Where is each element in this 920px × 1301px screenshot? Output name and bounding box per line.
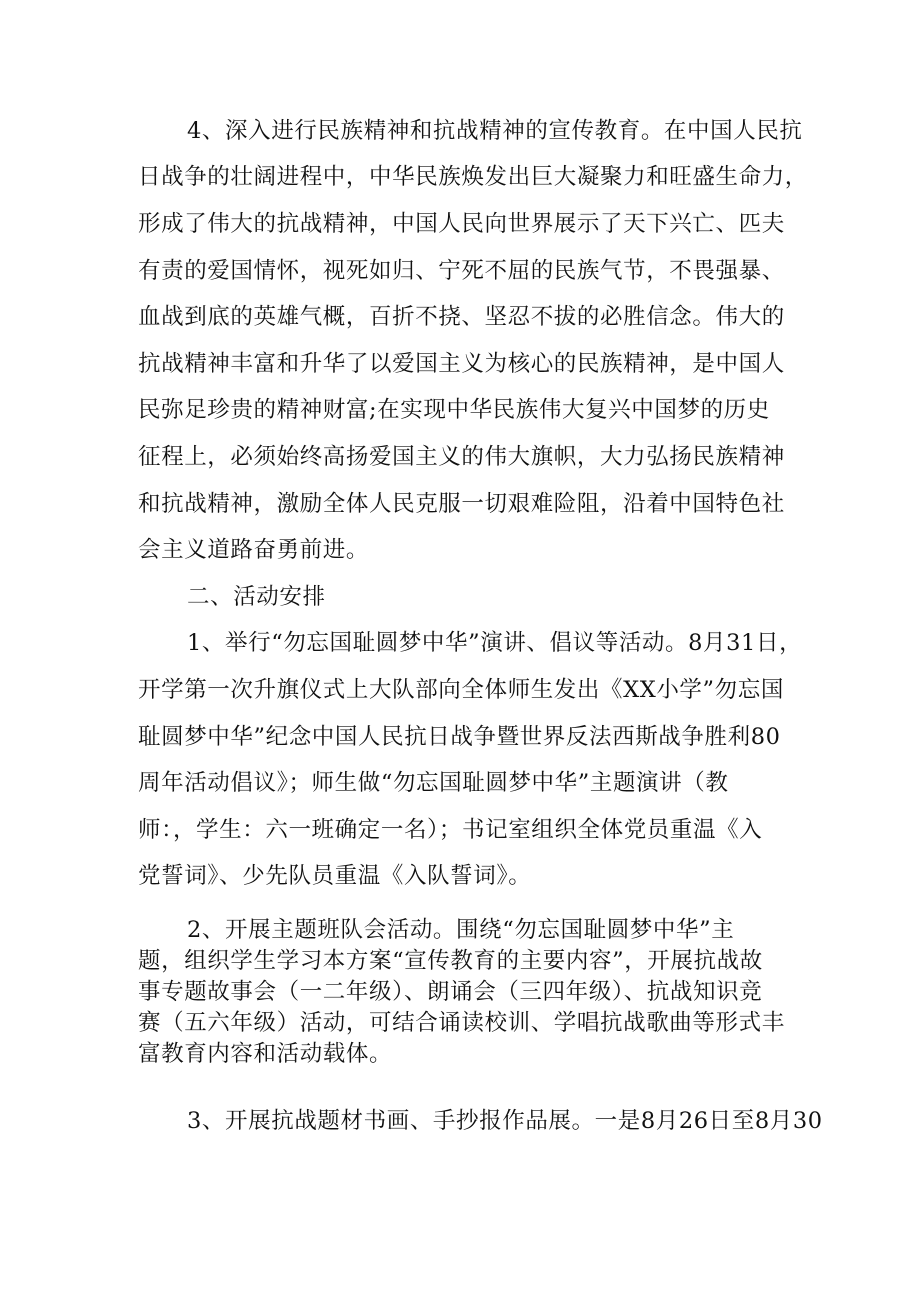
paragraph-line: 民弥足珍贵的精神财富;在实现中华民族伟大复兴中国梦的历史 (138, 397, 770, 423)
paragraph-line: 有责的爱国情怀，视死如归、宁死不屈的民族气节，不畏强暴、 (138, 258, 785, 284)
paragraph-line: 和抗战精神，激励全体人民克服一切艰难险阻，沿着中国特色社 (138, 491, 785, 517)
paragraph-line: 事专题故事会（一二年级）、朗诵会（三四年级）、抗战知识竞 (138, 979, 763, 1005)
paragraph-line: 富教育内容和活动载体。 (138, 1041, 393, 1067)
paragraph-line: 2、开展主题班队会活动。围绕“勿忘国耻圆梦中华”主 (187, 917, 735, 943)
section-heading: 二、活动安排 (187, 584, 326, 610)
paragraph-line: 赛（五六年级）活动，可结合诵读校训、学唱抗战歌曲等形式丰 (138, 1010, 785, 1036)
paragraph-line: 形成了伟大的抗战精神，中国人民向世界展示了天下兴亡、匹夫 (138, 211, 785, 237)
paragraph-line: 会主义道路奋勇前进。 (138, 537, 370, 563)
paragraph-line: 师：，学生：六一班确定一名）；书记室组织全体党员重温《入 (138, 817, 763, 843)
paragraph-line: 耻圆梦中华”纪念中国人民抗日战争暨世界反法西斯战争胜利80 (138, 724, 781, 750)
paragraph-line: 血战到底的英雄气概，百折不挠、坚忍不拔的必胜信念。伟大的 (138, 304, 785, 330)
paragraph-line: 开学第一次升旗仪式上大队部向全体师生发出《XX小学”勿忘国 (138, 677, 784, 703)
paragraph-line: 征程上，必须始终高扬爱国主义的伟大旗帜，大力弘扬民族精神 (138, 444, 785, 470)
paragraph-line: 日战争的壮阔进程中，中华民族焕发出巨大凝聚力和旺盛生命力， (138, 164, 808, 190)
paragraph-line: 4、深入进行民族精神和抗战精神的宣传教育。在中国人民抗 (187, 118, 803, 144)
paragraph-line: 抗战精神丰富和升华了以爱国主义为核心的民族精神，是中国人 (138, 351, 785, 377)
paragraph-line: 3、开展抗战题材书画、手抄报作品展。一是8月26日至8月30 (187, 1108, 823, 1134)
paragraph-line: 1、举行“勿忘国耻圆梦中华”演讲、倡议等活动。8月31日， (187, 630, 803, 656)
paragraph-line: 题，组织学生学习本方案“宣传教育的主要内容”，开展抗战故 (138, 948, 763, 974)
paragraph-line: 党誓词》、少先队员重温《入队誓词》。 (138, 863, 532, 889)
paragraph-line: 周年活动倡议》；师生做“勿忘国耻圆梦中华”主题演讲（教 (138, 770, 729, 796)
